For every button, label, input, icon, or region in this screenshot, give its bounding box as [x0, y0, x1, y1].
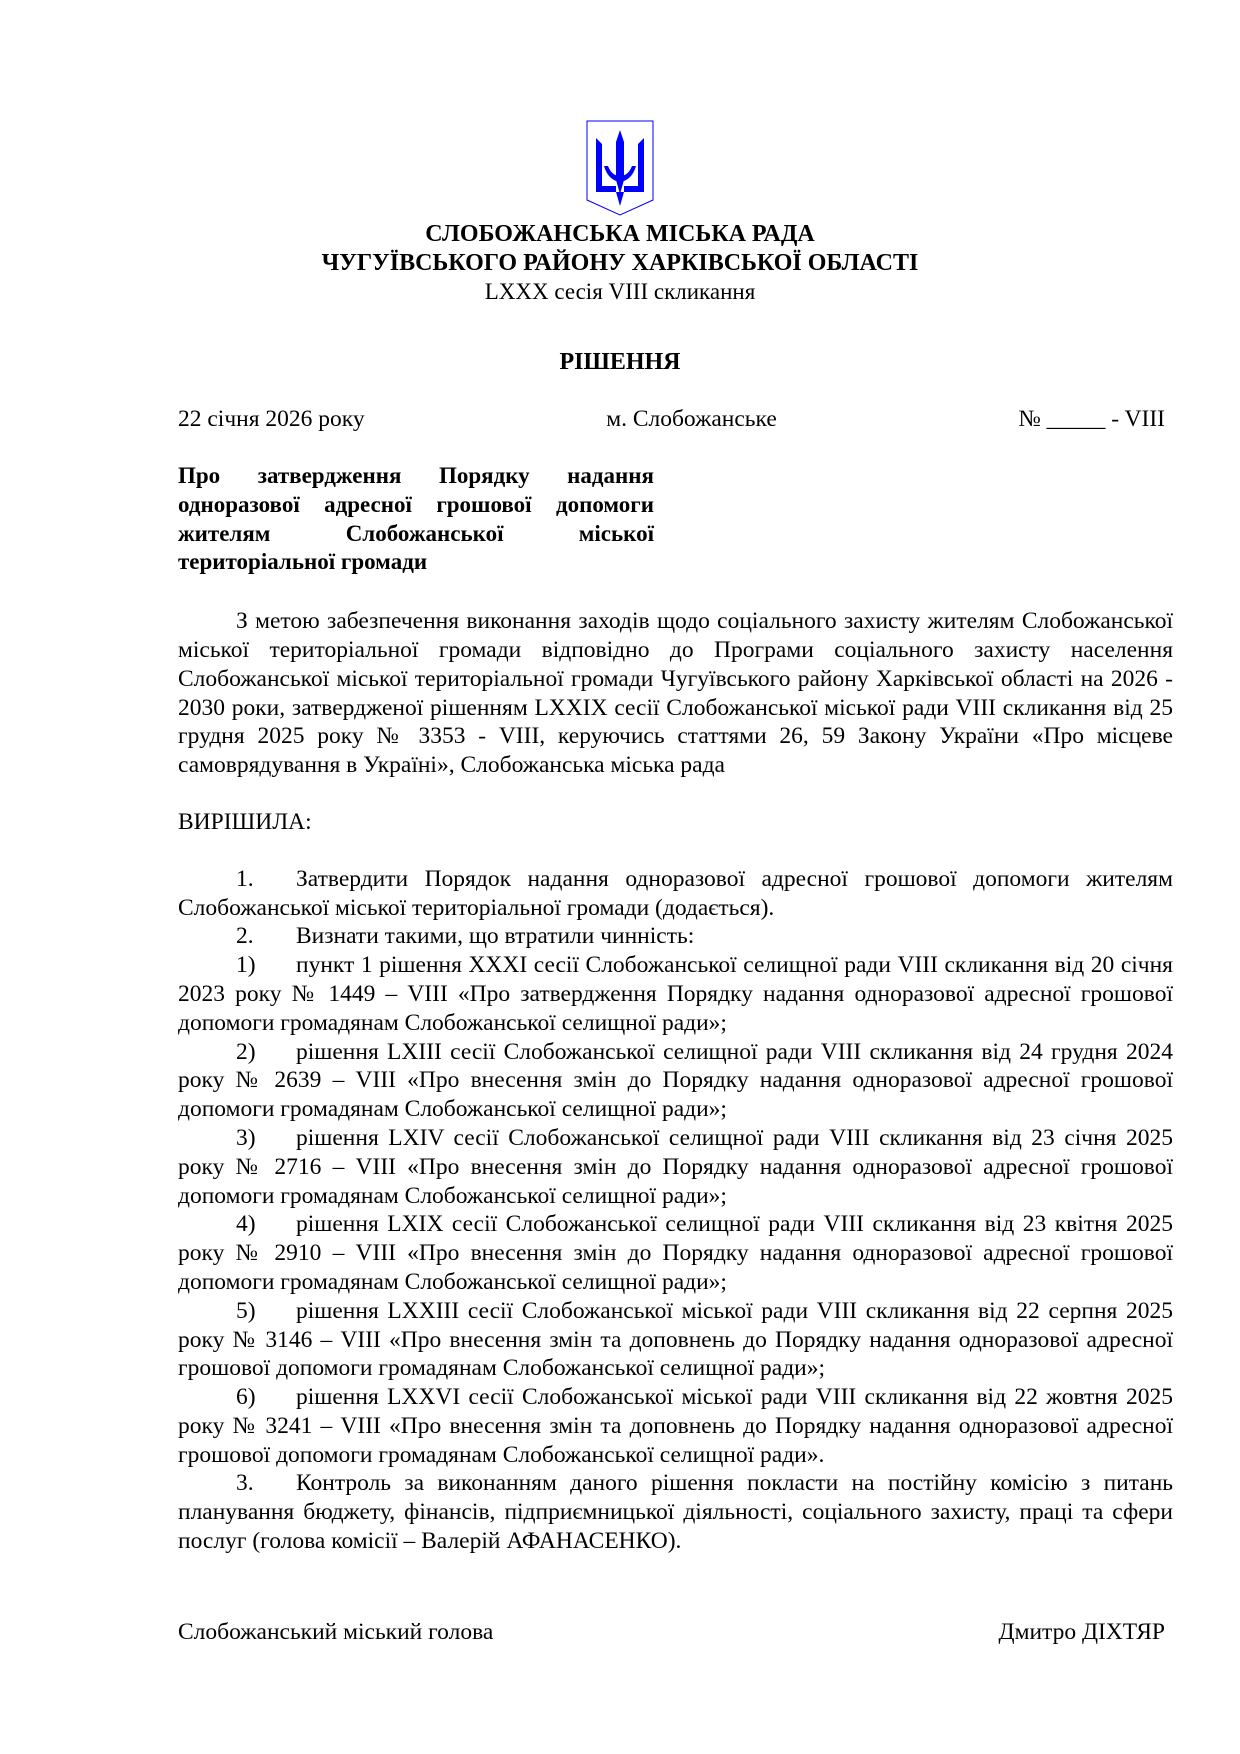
decision-item — [178, 1124, 1173, 1210]
item-number: 6) — [236, 1384, 256, 1411]
item-text: пункт 1 рішення XXXI сесії Слобожанської селищної ради VIII скликання від 20 січня 2023 року № 1449 – VIII «Про затвердження Порядку надання одноразової адресної грошової допомоги громадянам Слобожанської селищної ради»; — [178, 952, 1173, 1036]
decision-item — [178, 1210, 1173, 1296]
item-number: 4) — [236, 1211, 256, 1238]
item-text: Затвердити Порядок надання одноразової адресної грошової допомоги жителям Слобожанської міської територіальної громади (додається). — [178, 865, 1173, 921]
decision-items — [178, 865, 1173, 1556]
district-name: ЧУГУЇВСЬКОГО РАЙОНУ ХАРКІВСЬКОЇ ОБЛАСТІ — [321, 249, 919, 276]
document-body — [178, 607, 1173, 1556]
item-number: 3. — [236, 1470, 254, 1497]
item-text: рішення LXXIII сесії Слобожанської міської ради VIII скликання від 22 серпня 2025 року № 3146 – VIII «Про внесення змін та доповнень до Порядку надання одноразової адресної грошової допомоги громадянам Слобожанської селищної ради»; — [178, 1297, 1173, 1382]
coat-of-arms-icon — [586, 120, 654, 216]
item-number: 3) — [236, 1124, 256, 1151]
decision-item — [178, 1469, 1173, 1555]
signature-position: Слобожанський міський голова — [178, 1618, 494, 1645]
session-line: LXXX сесія VIII скликання — [484, 278, 756, 304]
item-text: рішення LXIX сесії Слобожанської селищної ради VIII скликання від 23 квітня 2025 року № 2910 – VIII «Про внесення змін до Порядку надання одноразової адресної грошової допомоги громадянам Слобожанської селищної ради»; — [178, 1211, 1173, 1295]
decision-item — [178, 1383, 1173, 1469]
decision-item — [178, 1038, 1173, 1124]
decision-item — [178, 865, 1173, 923]
item-text: рішення LXIV сесії Слобожанської селищної ради VIII скликання від 23 січня 2025 року № 2716 – VIII «Про внесення змін до Порядку надання одноразової адресної грошової допомоги громадянам Слобожанської селищної ради»; — [178, 1124, 1173, 1209]
item-number: 5) — [236, 1297, 256, 1324]
item-text: рішення LXIII сесії Слобожанської селищної ради VIII скликання від 24 грудня 2024 року № 2639 – VIII «Про внесення змін до Порядку надання одноразової адресної грошової допомоги громадянам Слобожанської селищної ради»; — [178, 1038, 1173, 1123]
item-text: рішення LXXVI сесії Слобожанської міської ради VIII скликання від 22 жовтня 2025 року № 3241 – VIII «Про внесення змін та доповнень до Порядку надання одноразової адресної грошової допомоги громадянам Слобожанської селищної ради». — [178, 1384, 1173, 1468]
item-number: 2) — [236, 1038, 256, 1065]
decided-heading: ВИРІШИЛА: — [178, 808, 312, 835]
document-date: 22 січня 2026 року — [178, 406, 365, 433]
item-number: 1. — [236, 865, 254, 892]
document-title: РІШЕННЯ — [559, 349, 681, 376]
document-number: № _____ - VIII — [1018, 406, 1165, 433]
item-number: 2. — [236, 923, 254, 950]
decision-item — [178, 1297, 1173, 1383]
decision-item — [178, 951, 1173, 1037]
signature-name: Дмитро ДІХТЯР — [998, 1618, 1165, 1645]
preamble: З метою забезпечення виконання заходів щодо соціального захисту жителям Слобожанської міської територіальної громади відповідно до Програми соціального захисту населення Слобожанської міської територіальної громади Чугуївського району Харківської області на 2026 - 2030 роки, затвердженої рішенням LXXIX сесії Слобожанської міської ради VIII скликання від 25 грудня 2025 року № 3353 - VIII, керуючись статтями 26, 59 Закону України «Про місцеве самоврядування в Україні», Слобожанська міська рада — [178, 608, 1173, 779]
document-place: м. Слобожанське — [606, 406, 777, 433]
item-text: Визнати такими, що втратили чинність: — [296, 923, 695, 950]
document-meta — [178, 405, 1165, 434]
decision-item — [178, 922, 1173, 951]
signature-block — [178, 1618, 1165, 1647]
item-text: Контроль за виконанням даного рішення покласти на постійну комісію з питань планування бюджету, фінансів, підприємницької діяльності, соціального захисту, праці та сфери послуг (голова комісії – Валерій АФАНАСЕНКО). — [178, 1470, 1173, 1555]
emblem-container — [0, 120, 1240, 220]
item-number: 1) — [236, 952, 256, 979]
document-subject: Про затвердження Порядку надання одноразової адресної грошової допомоги жителям Слобожанської міської територіальної громади — [178, 462, 654, 575]
council-name: СЛОБОЖАНСЬКА МІСЬКА РАДА — [425, 221, 815, 247]
